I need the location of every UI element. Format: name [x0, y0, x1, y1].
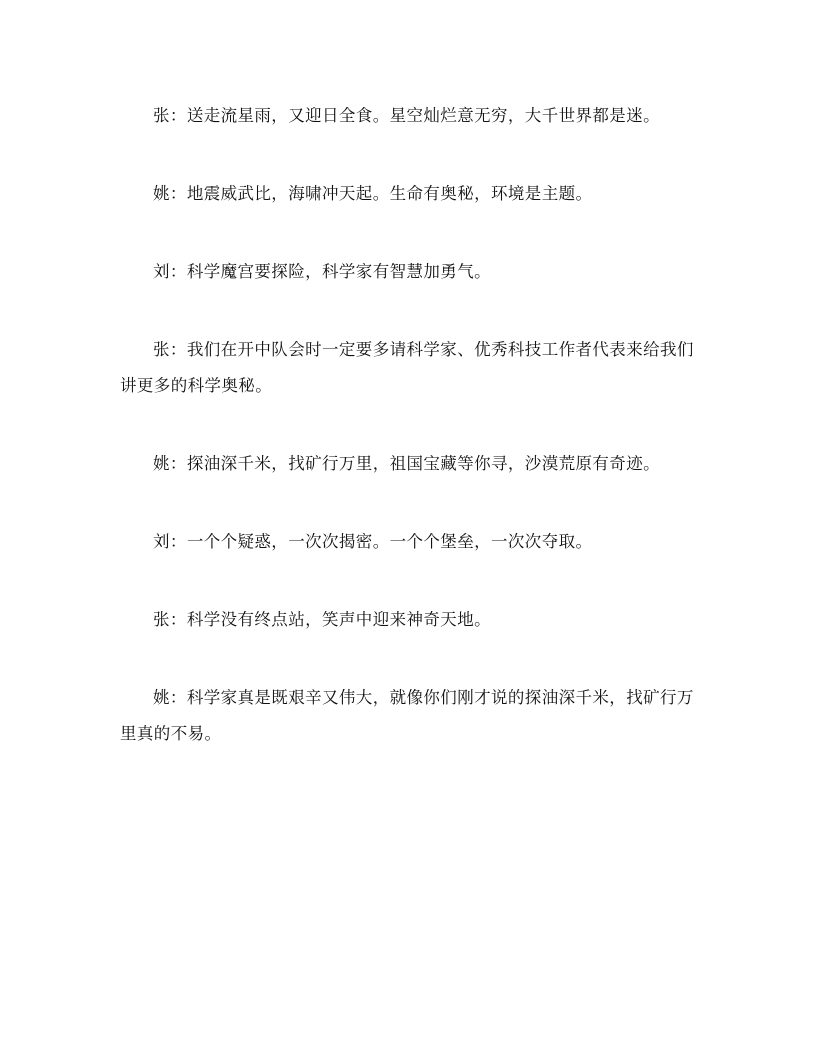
speaker-name: 姚 — [153, 184, 170, 203]
dialogue-paragraph-2 — [120, 176, 698, 212]
dialogue-paragraph-8 — [120, 680, 698, 752]
speaker-name: 张 — [153, 610, 170, 629]
speaker-separator: ： — [169, 106, 187, 125]
speaker-name: 姚 — [153, 454, 170, 473]
speaker-name: 姚 — [153, 688, 170, 707]
speaker-name: 刘 — [153, 532, 170, 551]
dialogue-text: 一个个疑惑，一次次揭密。一个个堡垒，一次次夺取。 — [186, 532, 593, 551]
speaker-name: 张 — [153, 106, 170, 125]
dialogue-text: 我们在开中队会时一定要多请科学家、优秀科技工作者代表来给我们讲更多的科学奥秘。 — [120, 340, 694, 395]
speaker-separator: ： — [169, 610, 187, 629]
dialogue-text: 科学没有终点站，笑声中迎来神奇天地。 — [186, 610, 492, 629]
dialogue-text: 探油深千米，找矿行万里，祖国宝藏等你寻，沙漠荒原有奇迹。 — [186, 454, 661, 473]
speaker-separator: ： — [169, 184, 187, 203]
dialogue-paragraph-3 — [120, 254, 698, 290]
speaker-separator: ： — [169, 688, 187, 707]
dialogue-text: 科学家真是既艰辛又伟大，就像你们刚才说的探油深千米，找矿行万里真的不易。 — [120, 688, 694, 743]
dialogue-paragraph-1 — [120, 98, 698, 134]
speaker-name: 刘 — [153, 262, 170, 281]
speaker-separator: ： — [169, 454, 187, 473]
dialogue-paragraph-6 — [120, 524, 698, 560]
dialogue-text: 地震威武比，海啸冲天起。生命有奥秘，环境是主题。 — [186, 184, 593, 203]
speaker-name: 张 — [153, 340, 170, 359]
speaker-separator: ： — [169, 262, 187, 281]
speaker-separator: ： — [169, 340, 187, 359]
dialogue-paragraph-7 — [120, 602, 698, 638]
document-body — [120, 98, 698, 794]
dialogue-paragraph-4 — [120, 332, 698, 404]
speaker-separator: ： — [169, 532, 187, 551]
dialogue-text: 送走流星雨，又迎日全食。星空灿烂意无穷，大千世界都是迷。 — [186, 106, 661, 125]
dialogue-text: 科学魔宫要探险，科学家有智慧加勇气。 — [186, 262, 492, 281]
dialogue-paragraph-5 — [120, 446, 698, 482]
